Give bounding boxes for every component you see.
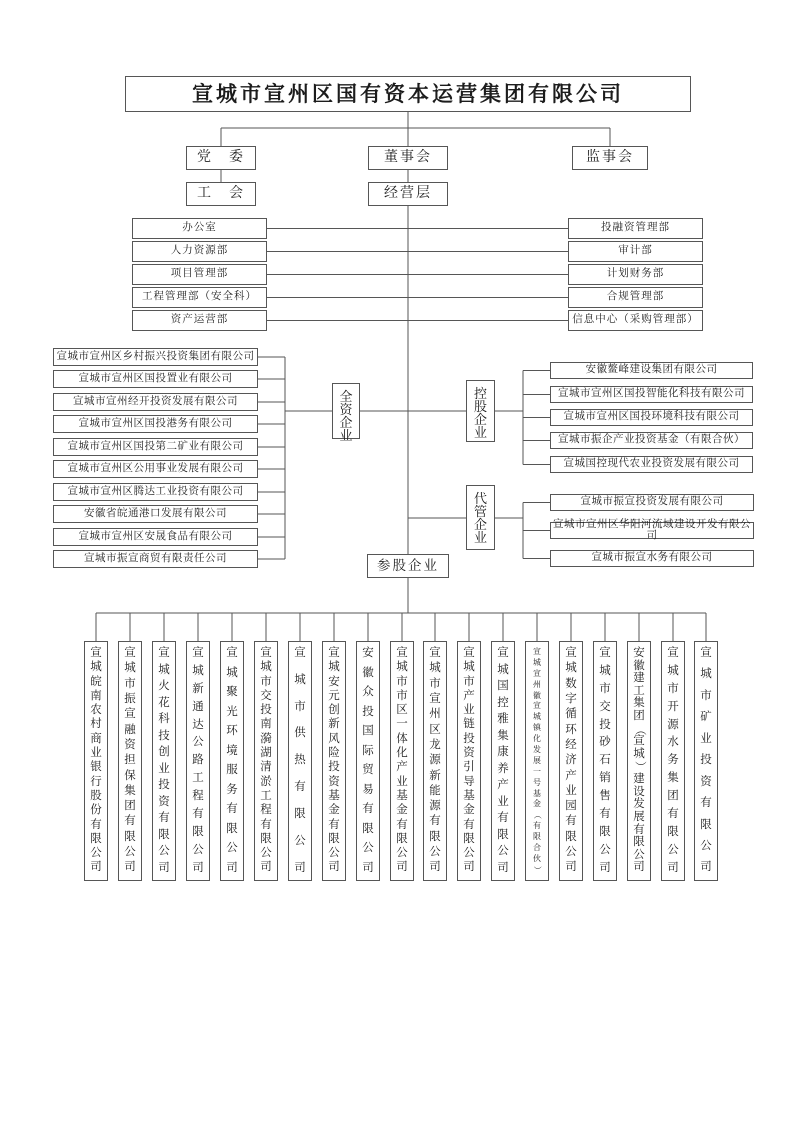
wholly-owned-company: 宣城市宣州区国投港务有限公司 — [53, 415, 258, 433]
holding-company: 宣城国控现代农业投资发展有限公司 — [550, 456, 753, 473]
equity-company: 宣 城 市 交 投 砂 石 销 售 有 限 公 司 — [593, 641, 617, 881]
dept-audit: 审计部 — [568, 241, 703, 262]
equity-company: 宣 城 市 供 热 有 限 公 司 — [288, 641, 312, 881]
equity-company: 宣 城 火 花 科 技 创 业 投 资 有 限 公 司 — [152, 641, 176, 881]
org-root-title: 宣城市宣州区国有资本运营集团有限公司 — [125, 76, 691, 112]
dept-planning-finance: 计划财务部 — [568, 264, 703, 285]
equity-company: 宣 城 市 开 源 水 务 集 团 有 限 公 司 — [661, 641, 685, 881]
holding-category-label: 控 股 企 业 — [466, 380, 495, 442]
equity-company: 宣 城 市 振 宣 融 资 担 保 集 团 有 限 公 司 — [118, 641, 142, 881]
equity-company: 宣 城 市 产 业 链 投 资 引 导 基 金 有 限 公 司 — [457, 641, 481, 881]
wholly-owned-category-label: 全 资 企 业 — [332, 383, 360, 439]
holding-company: 宣城市宣州区国投智能化科技有限公司 — [550, 386, 753, 403]
management-layer-box: 经营层 — [368, 182, 448, 206]
holding-company: 安徽鳌峰建设集团有限公司 — [550, 362, 753, 379]
wholly-owned-company: 安徽省皖通港口发展有限公司 — [53, 505, 258, 523]
equity-company: 宣 城 市 交 投 南 漪 湖 清 淤 工 程 有 限 公 司 — [254, 641, 278, 881]
equity-company: 宣 城 宣 州 徽 宣 城 镇 化 发 展 一 号 基 金 （ 有 限 合 伙 ） — [525, 641, 549, 881]
board-of-directors-box: 董事会 — [368, 146, 448, 170]
equity-company: 宣 城 市 宣 州 区 龙 源 新 能 源 有 限 公 司 — [423, 641, 447, 881]
dept-human-resources: 人力资源部 — [132, 241, 267, 262]
wholly-owned-company: 宣城市宣州区腾达工业投资有限公司 — [53, 483, 258, 501]
wholly-owned-company: 宣城市宣州区乡村振兴投资集团有限公司 — [53, 348, 258, 366]
dept-investment-financing: 投融资管理部 — [568, 218, 703, 239]
dept-information-center: 信息中心（采购管理部） — [568, 310, 703, 331]
wholly-owned-company: 宣城市宣州区安晟食品有限公司 — [53, 528, 258, 546]
wholly-owned-company: 宣城市振宣商贸有限责任公司 — [53, 550, 258, 568]
equity-company: 宣 城 市 矿 业 投 资 有 限 公 司 — [694, 641, 718, 881]
dept-asset-operation: 资产运营部 — [132, 310, 267, 331]
dept-engineering-management: 工程管理部（安全科） — [132, 287, 267, 308]
managed-company: 宣城市宣州区华阳河流域建设开发有限公司 — [550, 522, 754, 539]
equity-company: 宣 城 数 字 循 环 经 济 产 业 园 有 限 公 司 — [559, 641, 583, 881]
equity-company: 宣 城 安 元 创 新 风 险 投 资 基 金 有 限 公 司 — [322, 641, 346, 881]
supervisory-board-box: 监事会 — [572, 146, 648, 170]
wholly-owned-company: 宣城市宣州区国投第二矿业有限公司 — [53, 438, 258, 456]
equity-company: 宣 城 市 市 区 一 体 化 产 业 基 金 有 限 公 司 — [390, 641, 414, 881]
equity-company: 宣 城 皖 南 农 村 商 业 银 行 股 份 有 限 公 司 — [84, 641, 108, 881]
dept-compliance: 合规管理部 — [568, 287, 703, 308]
managed-company: 宣城市振宣投资发展有限公司 — [550, 494, 754, 511]
holding-company: 宣城市振企产业投资基金（有限合伙） — [550, 432, 753, 449]
dept-general-office: 办公室 — [132, 218, 267, 239]
equity-company: 宣 城 新 通 达 公 路 工 程 有 限 公 司 — [186, 641, 210, 881]
equity-company: 宣 城 国 控 雅 集 康 养 产 业 有 限 公 司 — [491, 641, 515, 881]
dept-project-management: 项目管理部 — [132, 264, 267, 285]
managed-category-label: 代 管 企 业 — [466, 485, 495, 550]
wholly-owned-company: 宣城市宣州经开投资发展有限公司 — [53, 393, 258, 411]
party-committee-box: 党 委 — [186, 146, 256, 170]
wholly-owned-company: 宣城市宣州区国投置业有限公司 — [53, 370, 258, 388]
holding-company: 宣城市宣州区国投环境科技有限公司 — [550, 409, 753, 426]
equity-company: 安 徽 众 投 国 际 贸 易 有 限 公 司 — [356, 641, 380, 881]
labor-union-box: 工 会 — [186, 182, 256, 206]
equity-company: 宣 城 聚 光 环 境 服 务 有 限 公 司 — [220, 641, 244, 881]
equity-company: 安 徽 建 工 集 团 （ 宣 城 ） 建 设 发 展 有 限 公 司 — [627, 641, 651, 881]
equity-participation-category-label: 参股企业 — [367, 554, 449, 578]
wholly-owned-company: 宣城市宣州区公用事业发展有限公司 — [53, 460, 258, 478]
managed-company: 宣城市振宣水务有限公司 — [550, 550, 754, 567]
